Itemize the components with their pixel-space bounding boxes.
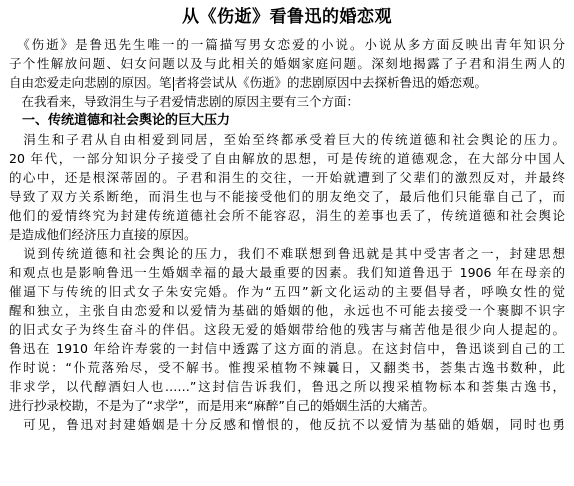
text-line: 涓生和子君从自由相爱到同居，至始至终都承受着巨大的传统道德和社会舆论的压力。 <box>9 132 565 147</box>
text-line: 作时说：“仆荒落殆尽，受不解书。惟搜采植物不辣曩日，又翻类书，荟集古逸书数种，此 <box>9 360 565 375</box>
section-heading: 一、传统道德和社会舆论的巨大压力 <box>9 113 231 128</box>
text-line: 醒和独立，主张自由恋爱和以爱情为基础的婚姻的他，永远也不可能去接受一个裹脚不识字 <box>9 303 565 318</box>
text-line: 20 年代，一部分知识分子接受了自由解放的思想，可是传统的道德观念，在大部分中国人 <box>9 151 565 166</box>
text-line: 说到传统道德和社会舆论的压力，我们不难联想到鲁迅就是其中受害者之一，封建思想 <box>9 246 565 261</box>
text-line: 非求学，以代醇酒妇人也……”这封信告诉我们，鲁迅之所以搜采植物标本和荟集古逸书， <box>9 379 565 394</box>
text-line: 子个性解放问题、妇女问题以及与此相关的婚姻家庭问题。深刻地揭露了子君和涓生两人的 <box>9 56 565 71</box>
text-line: 在我看来，导致涓生与子君爱情悲剧的原因主要有三个方面： <box>9 94 360 109</box>
text-line: 可见，鲁迅对封建婚姻是十分反感和憎恨的，他反抗不以爱情为基础的婚姻，同时也勇 <box>9 417 565 432</box>
text-line: 他们的爱情终究为封建传统道德社会所不能容忍，涓生的差事也丢了，传统道德和社会舆论 <box>9 208 565 223</box>
document-title: 从《伤逝》看鲁迅的婚恋观 <box>182 7 392 27</box>
text-line: 鲁迅在 1910 年给许寿裳的一封信中透露了这方面的消息。在这封信中，鲁迅谈到自己的工 <box>9 341 565 356</box>
text-line: 是造成他们经济压力直接的原因。 <box>9 227 197 242</box>
text-segment: 者将尝试从《伤逝》的悲剧原因中去探析鲁迅的婚恋观。 <box>174 75 488 90</box>
text-line-with-cursor <box>9 74 565 92</box>
text-line: 进行抄录校勘，不是为了“求学”，而是用来“麻醉”自己的婚姻生活的大痛苦。 <box>9 398 435 413</box>
text-line: 导致了双方关系断绝，而涓生也与不能接受他们的朋友绝交了，最后他们只能靠自己了，而 <box>9 189 565 204</box>
text-line: 的旧式女子为终生奋斗的伴侣。这段无爱的婚姻带给他的残害与痛苦他是很少向人提起的。 <box>9 322 565 337</box>
text-line: 《伤逝》是鲁迅先生唯一的一篇描写男女恋爱的小说。小说从多方面反映出青年知识分 <box>9 37 565 52</box>
text-cursor <box>173 77 174 91</box>
text-line: 的心中，还是根深蒂固的。子君和涓生的交往，一开始就遭到了父辈们的激烈反对，并最终 <box>9 170 565 185</box>
text-line: 催逼下与传统的旧式女子朱安完婚。作为“五四”新文化运动的主要倡导者，呼唤女性的觉 <box>9 284 565 299</box>
text-line: 和观点也是影响鲁迅一生婚姻幸福的最大最重要的因素。我们知道鲁迅于 1906 年在母亲的 <box>9 265 565 280</box>
text-segment: 自由恋爱走向悲剧的原因。笔 <box>9 75 172 90</box>
